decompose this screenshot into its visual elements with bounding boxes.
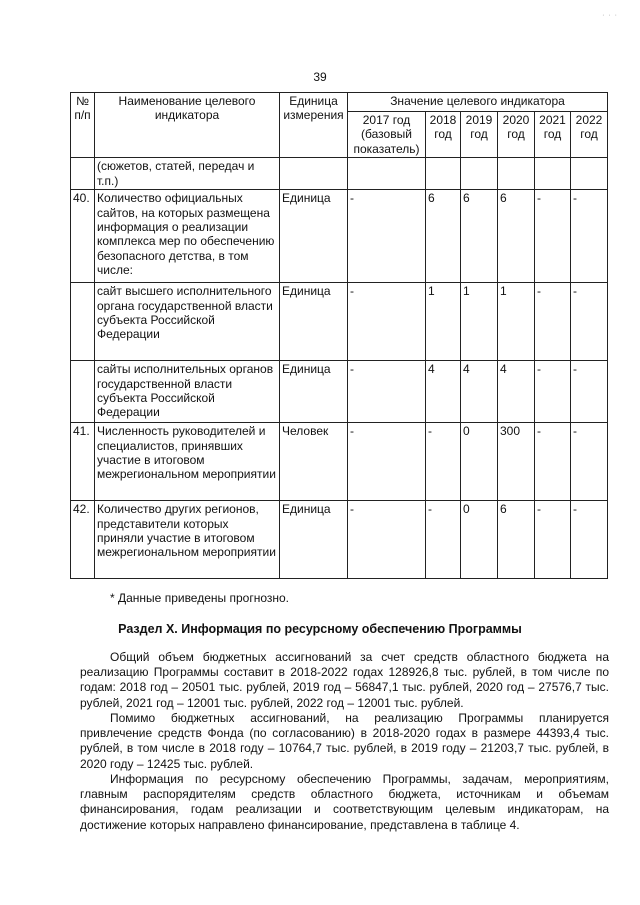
row-unit: Единица bbox=[280, 283, 348, 361]
row-value-2019: 0 bbox=[461, 501, 498, 579]
row-value-2021: - bbox=[535, 361, 571, 423]
footnote: * Данные приведены прогнозно. bbox=[110, 591, 290, 605]
row-unit: Единица bbox=[280, 501, 348, 579]
header-year-2019: 2019 год bbox=[461, 112, 498, 158]
table-row bbox=[71, 501, 608, 579]
target-indicators-table bbox=[70, 92, 608, 579]
row-no bbox=[71, 361, 95, 423]
row-value-2019: 1 bbox=[461, 283, 498, 361]
row-indicator-name: Количество других регионов, представители которых приняли участие в итоговом межрегиональном мероприятии bbox=[95, 501, 280, 579]
row-indicator-name: Количество официальных сайтов, на которых размещена информация о реализации комплекса мер по обеспечению безопасного детства, в том числе: bbox=[95, 190, 280, 283]
row-value-2022: - bbox=[571, 190, 608, 283]
row-value-2018: - bbox=[426, 501, 461, 579]
table-row bbox=[71, 423, 608, 501]
row-no: 41. bbox=[71, 423, 95, 501]
table-row bbox=[71, 158, 608, 190]
row-value-2018 bbox=[426, 158, 461, 190]
scan-corner-mark: · · · bbox=[602, 12, 618, 19]
page-number: 39 bbox=[313, 70, 327, 84]
row-value-2017: - bbox=[348, 190, 426, 283]
row-value-2018: - bbox=[426, 423, 461, 501]
row-value-2019 bbox=[461, 158, 498, 190]
row-value-2020: 6 bbox=[498, 190, 535, 283]
row-value-2021: - bbox=[535, 283, 571, 361]
row-value-2022: - bbox=[571, 501, 608, 579]
row-value-2020: 4 bbox=[498, 361, 535, 423]
row-value-2020: 6 bbox=[498, 501, 535, 579]
row-value-2022: - bbox=[571, 283, 608, 361]
header-no: № п/п bbox=[71, 93, 95, 158]
paragraph-fund: Помимо бюджетных ассигнований, на реализацию Программы планируется привлечение средств Фонда (по согласованию) в 2018-2020 годах в размере 44393,4 тыс. рублей, в том числе в 2018 году – 10764,7 тыс. рублей, в 2019 году – 21203,7 тыс. рублей, в 2020 году – 12425 тыс. рублей. bbox=[80, 711, 609, 771]
header-values-group: Значение целевого индикатора bbox=[348, 93, 608, 112]
row-value-2019: 0 bbox=[461, 423, 498, 501]
row-value-2017 bbox=[348, 158, 426, 190]
header-year-2021: 2021 год bbox=[535, 112, 571, 158]
row-value-2019: 4 bbox=[461, 361, 498, 423]
row-value-2021: - bbox=[535, 190, 571, 283]
header-year-2020: 2020 год bbox=[498, 112, 535, 158]
row-value-2017: - bbox=[348, 283, 426, 361]
row-value-2019: 6 bbox=[461, 190, 498, 283]
row-value-2022 bbox=[571, 158, 608, 190]
header-unit: Единица измерения bbox=[280, 93, 348, 158]
row-value-2021 bbox=[535, 158, 571, 190]
row-unit bbox=[280, 158, 348, 190]
row-no: 42. bbox=[71, 501, 95, 579]
header-year-2018: 2018 год bbox=[426, 112, 461, 158]
header-indicator-name: Наименование целевого индикатора bbox=[95, 93, 280, 158]
row-no: 40. bbox=[71, 190, 95, 283]
row-value-2017: - bbox=[348, 361, 426, 423]
section-title: Раздел X. Информация по ресурсному обеспечению Программы bbox=[118, 622, 522, 636]
row-unit: Человек bbox=[280, 423, 348, 501]
row-indicator-name: сайт высшего исполнительного органа государственной власти субъекта Российской Федерации bbox=[95, 283, 280, 361]
paragraph-budget: Общий объем бюджетных ассигнований за счет средств областного бюджета на реализацию Программы составит в 2018-2022 годах 128926,8 тыс. рублей, в том числе по годам: 2018 год – 20501 тыс. рублей, 2019 год – 56847,1 тыс. рублей, 2020 год – 27576,7 тыс. рублей, 2021 год – 12001 тыс. рублей, 2022 год – 12001 тыс. рублей. bbox=[80, 650, 609, 710]
row-value-2022: - bbox=[571, 423, 608, 501]
row-unit: Единица bbox=[280, 190, 348, 283]
table-row bbox=[71, 283, 608, 361]
row-value-2022: - bbox=[571, 361, 608, 423]
row-value-2017: - bbox=[348, 501, 426, 579]
row-value-2018: 6 bbox=[426, 190, 461, 283]
row-value-2018: 1 bbox=[426, 283, 461, 361]
row-value-2017: - bbox=[348, 423, 426, 501]
header-year-2017: 2017 год (базовый показатель) bbox=[348, 112, 426, 158]
row-indicator-name: (сюжетов, статей, передач и т.п.) bbox=[95, 158, 280, 190]
row-indicator-name: сайты исполнительных органов государственной власти субъекта Российской Федерации bbox=[95, 361, 280, 423]
row-value-2018: 4 bbox=[426, 361, 461, 423]
row-value-2020: 300 bbox=[498, 423, 535, 501]
table-row bbox=[71, 361, 608, 423]
row-value-2021: - bbox=[535, 423, 571, 501]
row-unit: Единица bbox=[280, 361, 348, 423]
row-value-2021: - bbox=[535, 501, 571, 579]
paragraph-resource-info: Информация по ресурсному обеспечению Программы, задачам, мероприятиям, главным распорядителям средств областного бюджета, источникам и объемам финансирования, годам реализации и соответствующим целевым индикаторам, на достижение которых направлено финансирование, представлена в таблице 4. bbox=[80, 772, 609, 832]
table-row bbox=[71, 190, 608, 283]
row-no bbox=[71, 158, 95, 190]
row-value-2020: 1 bbox=[498, 283, 535, 361]
row-no bbox=[71, 283, 95, 361]
row-value-2020 bbox=[498, 158, 535, 190]
row-indicator-name: Численность руководителей и специалистов, принявших участие в итоговом межрегиональном мероприятии bbox=[95, 423, 280, 501]
header-year-2022: 2022 год bbox=[571, 112, 608, 158]
